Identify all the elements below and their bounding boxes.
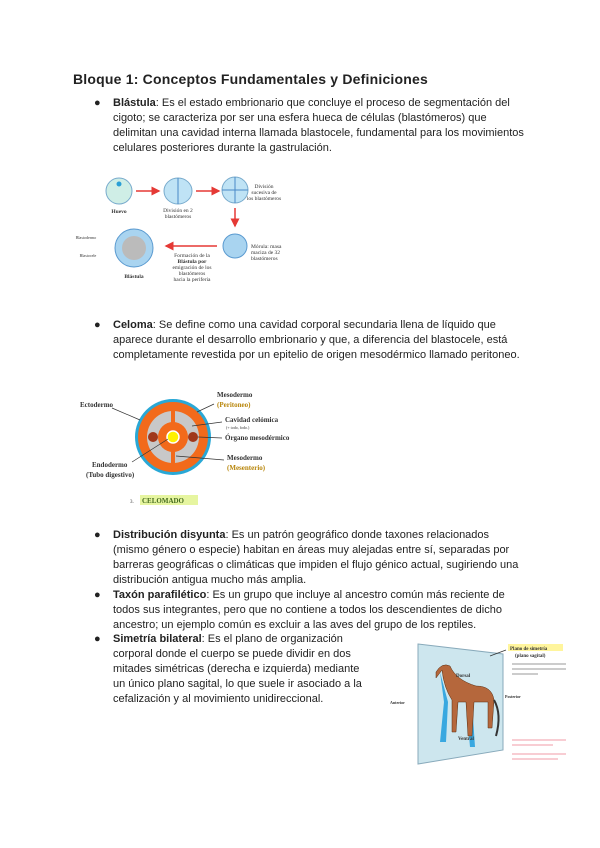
svg-text:Blástula: Blástula	[124, 274, 144, 280]
term: Distribución disyunta	[113, 529, 226, 541]
svg-text:(Tubo digestivo): (Tubo digestivo)	[86, 471, 135, 479]
svg-text:blastómeros: blastómeros	[178, 271, 206, 277]
svg-text:Blástula por: Blástula por	[177, 259, 207, 265]
list-item-parafiletico	[94, 588, 524, 633]
svg-text:los blastómeros: los blastómeros	[246, 196, 282, 202]
bullet-icon: ●	[94, 529, 101, 541]
svg-text:División: División	[254, 184, 274, 190]
svg-text:Mórula: masa: Mórula: masa	[251, 244, 282, 250]
bullet-icon: ●	[94, 319, 101, 331]
definition: : Es un grupo que incluye al ancestro común más reciente de todos sus integrantes, pero que no contiene a todos los descendientes de dicho ancestro; un ejemplo común es excluir a las aves del grupo de los reptiles.	[113, 589, 505, 631]
svg-text:sucesiva de: sucesiva de	[251, 190, 277, 196]
blastula-diagram	[72, 168, 312, 293]
svg-text:Mesodermo: Mesodermo	[227, 454, 263, 462]
svg-text:maciza de 32: maciza de 32	[251, 250, 281, 256]
list-item-distribucion	[94, 528, 524, 588]
svg-text:Blastodermo: Blastodermo	[75, 235, 97, 240]
svg-text:Posterior: Posterior	[505, 694, 521, 699]
svg-text:(+ todo, fodo.): (+ todo, fodo.)	[226, 425, 250, 430]
svg-text:CELOMADO: CELOMADO	[142, 497, 184, 505]
definition: : Es el plano de organización corporal donde el cuerpo se puede dividir en dos mitades simétricas (derecha e izquierda) mediante un único plano sagital, lo que suele ir asociado a la cefalización y al movimiento unidireccional.	[113, 633, 362, 705]
svg-text:(Peritoneo): (Peritoneo)	[217, 401, 251, 409]
definition: : Se define como una cavidad corporal secundaria llena de líquido que aparece durante el desarrollo embrionario y que, a diferencia del blastocele, está completamente revestida por un epitelio de origen mesodérmico llamado peritoneo.	[113, 319, 520, 361]
bullet-icon: ●	[94, 589, 101, 601]
bullet-icon: ●	[94, 97, 101, 109]
horse-symmetry-diagram	[388, 632, 573, 770]
svg-text:emigración de los: emigración de los	[172, 265, 212, 271]
list-item-simetria	[94, 632, 374, 707]
svg-text:Endodermo: Endodermo	[92, 461, 128, 469]
celomado-diagram	[72, 382, 317, 510]
list-item-blastula	[94, 96, 524, 156]
list-item-celoma	[94, 318, 524, 363]
svg-text:Ventral: Ventral	[458, 737, 474, 742]
bullet-icon: ●	[94, 633, 101, 645]
svg-text:Formación de la: Formación de la	[174, 253, 210, 259]
term: Simetría bilateral	[113, 633, 202, 645]
svg-text:Huevo: Huevo	[111, 209, 127, 215]
definition: : Es el estado embrionario que concluye el proceso de segmentación del cigoto; se caracteriza por ser una esfera hueca de células (blastómeros) que delimitan una cavidad interna llamada blastocele, fundamental para los movimientos celulares posteriores durante la gastrulación.	[113, 97, 524, 154]
svg-text:hacia la periferia: hacia la periferia	[173, 277, 211, 283]
svg-text:Cavidad celómica: Cavidad celómica	[225, 416, 279, 424]
term: Celoma	[113, 319, 153, 331]
svg-text:Plano de simetría: Plano de simetría	[510, 647, 548, 652]
svg-text:blastómeros: blastómeros	[251, 256, 278, 262]
svg-text:Anterior: Anterior	[390, 700, 405, 705]
svg-text:blastómeros: blastómeros	[164, 214, 192, 220]
svg-text:Ectodermo: Ectodermo	[80, 401, 114, 409]
svg-text:Órgano mesodérmico: Órgano mesodérmico	[225, 434, 290, 442]
term: Taxón parafilético	[113, 589, 207, 601]
definition: : Es un patrón geográfico donde taxones relacionados (mismo género o especie) habitan en áreas muy alejadas entre sí, separadas por barreras geográficas o climáticas que impiden el flujo génico actual, sugiriendo una distribución antigua mucho más amplia.	[113, 529, 519, 586]
svg-text:Dorsal: Dorsal	[456, 674, 471, 679]
svg-text:(plano sagital): (plano sagital)	[515, 654, 546, 659]
svg-text:3.: 3.	[130, 500, 134, 505]
svg-text:Mesodermo: Mesodermo	[217, 391, 253, 399]
section-title: Bloque 1: Conceptos Fundamentales y Definiciones	[73, 71, 428, 87]
term: Blástula	[113, 97, 156, 109]
svg-text:(Mesenterio): (Mesenterio)	[227, 464, 266, 472]
morula-cell	[223, 234, 247, 258]
svg-text:Blastocele: Blastocele	[79, 253, 97, 258]
svg-text:División en 2: División en 2	[163, 208, 193, 214]
